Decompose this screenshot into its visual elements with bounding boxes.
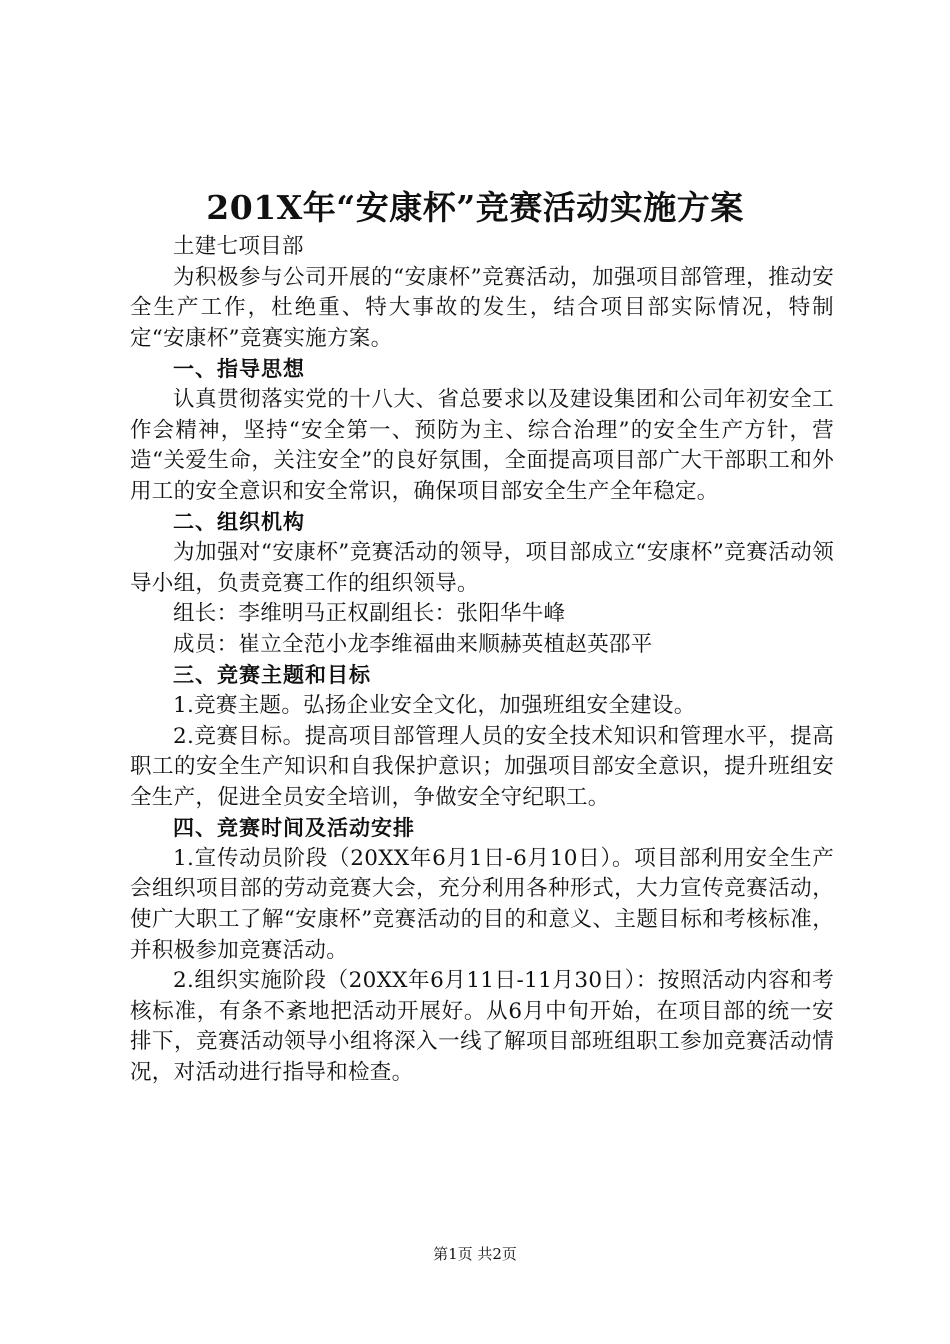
section-heading-theme-goals: 三、竞赛主题和目标 xyxy=(173,663,371,688)
section-heading-schedule: 四、竞赛时间及活动安排 xyxy=(173,816,415,841)
section-heading-organization: 二、组织机构 xyxy=(173,510,305,535)
section-paragraph: 2.组织实施阶段（20XX年6月11日-11月30日）：按照活动内容和考核标准，有条不紊地把活动开展好。从6月中旬开始，在项目部的统一安排下，竞赛活动领导小组将深入一线了解项目部班组职工参加竞赛活动情况，对活动进行指导和检查。 xyxy=(130,968,834,1086)
section-paragraph: 2.竞赛目标。提高项目部管理人员的安全技术知识和管理水平，提高职工的安全生产知识和自我保护意识；加强项目部安全意识，提升班组安全生产，促进全员安全培训，争做安全守纪职工。 xyxy=(130,723,834,810)
members-line: 成员：崔立全范小龙李维福曲来顺赫英植赵英邵平 xyxy=(173,631,653,657)
leader-line: 组长：李维明马正权副组长：张阳华牛峰 xyxy=(173,601,566,627)
section-paragraph: 1.宣传动员阶段（20XX年6月1日-6月10日）。项目部利用安全生产会组织项目部的劳动竞赛大会，充分利用各种形式，大力宣传竞赛活动，使广大职工了解“安康杯”竞赛活动的目的和意义、主题目标和考核标准，并积极参加竞赛活动。 xyxy=(130,845,834,963)
author-line: 土建七项目部 xyxy=(173,234,304,259)
section-paragraph: 1.竞赛主题。弘扬企业安全文化，加强班组安全建设。 xyxy=(173,692,696,718)
section-heading-guiding-ideology: 一、指导思想 xyxy=(173,357,305,382)
document-body xyxy=(130,232,834,1089)
section-paragraph: 为加强对“安康杯”竞赛活动的领导，项目部成立“安康杯”竞赛活动领导小组，负责竞赛工作的组织领导。 xyxy=(130,539,834,596)
section-paragraph: 认真贯彻落实党的十八大、省总要求以及建设集团和公司年初安全工作会精神，坚持“安全第一、预防为主、综合治理”的安全生产方针，营造“关爱生命，关注安全”的良好氛围，全面提高项目部广大干部职工和外用工的安全意识和安全常识，确保项目部安全生产全年稳定。 xyxy=(130,386,834,504)
intro-paragraph: 为积极参与公司开展的“安康杯”竞赛活动，加强项目部管理，推动安全生产工作，杜绝重、特大事故的发生，结合项目部实际情况，特制定“安康杯”竞赛实施方案。 xyxy=(130,264,834,351)
document-title: 201X年“安康杯”竞赛活动实施方案 xyxy=(206,188,744,227)
page-number: 第1页 共2页 xyxy=(433,1245,517,1263)
